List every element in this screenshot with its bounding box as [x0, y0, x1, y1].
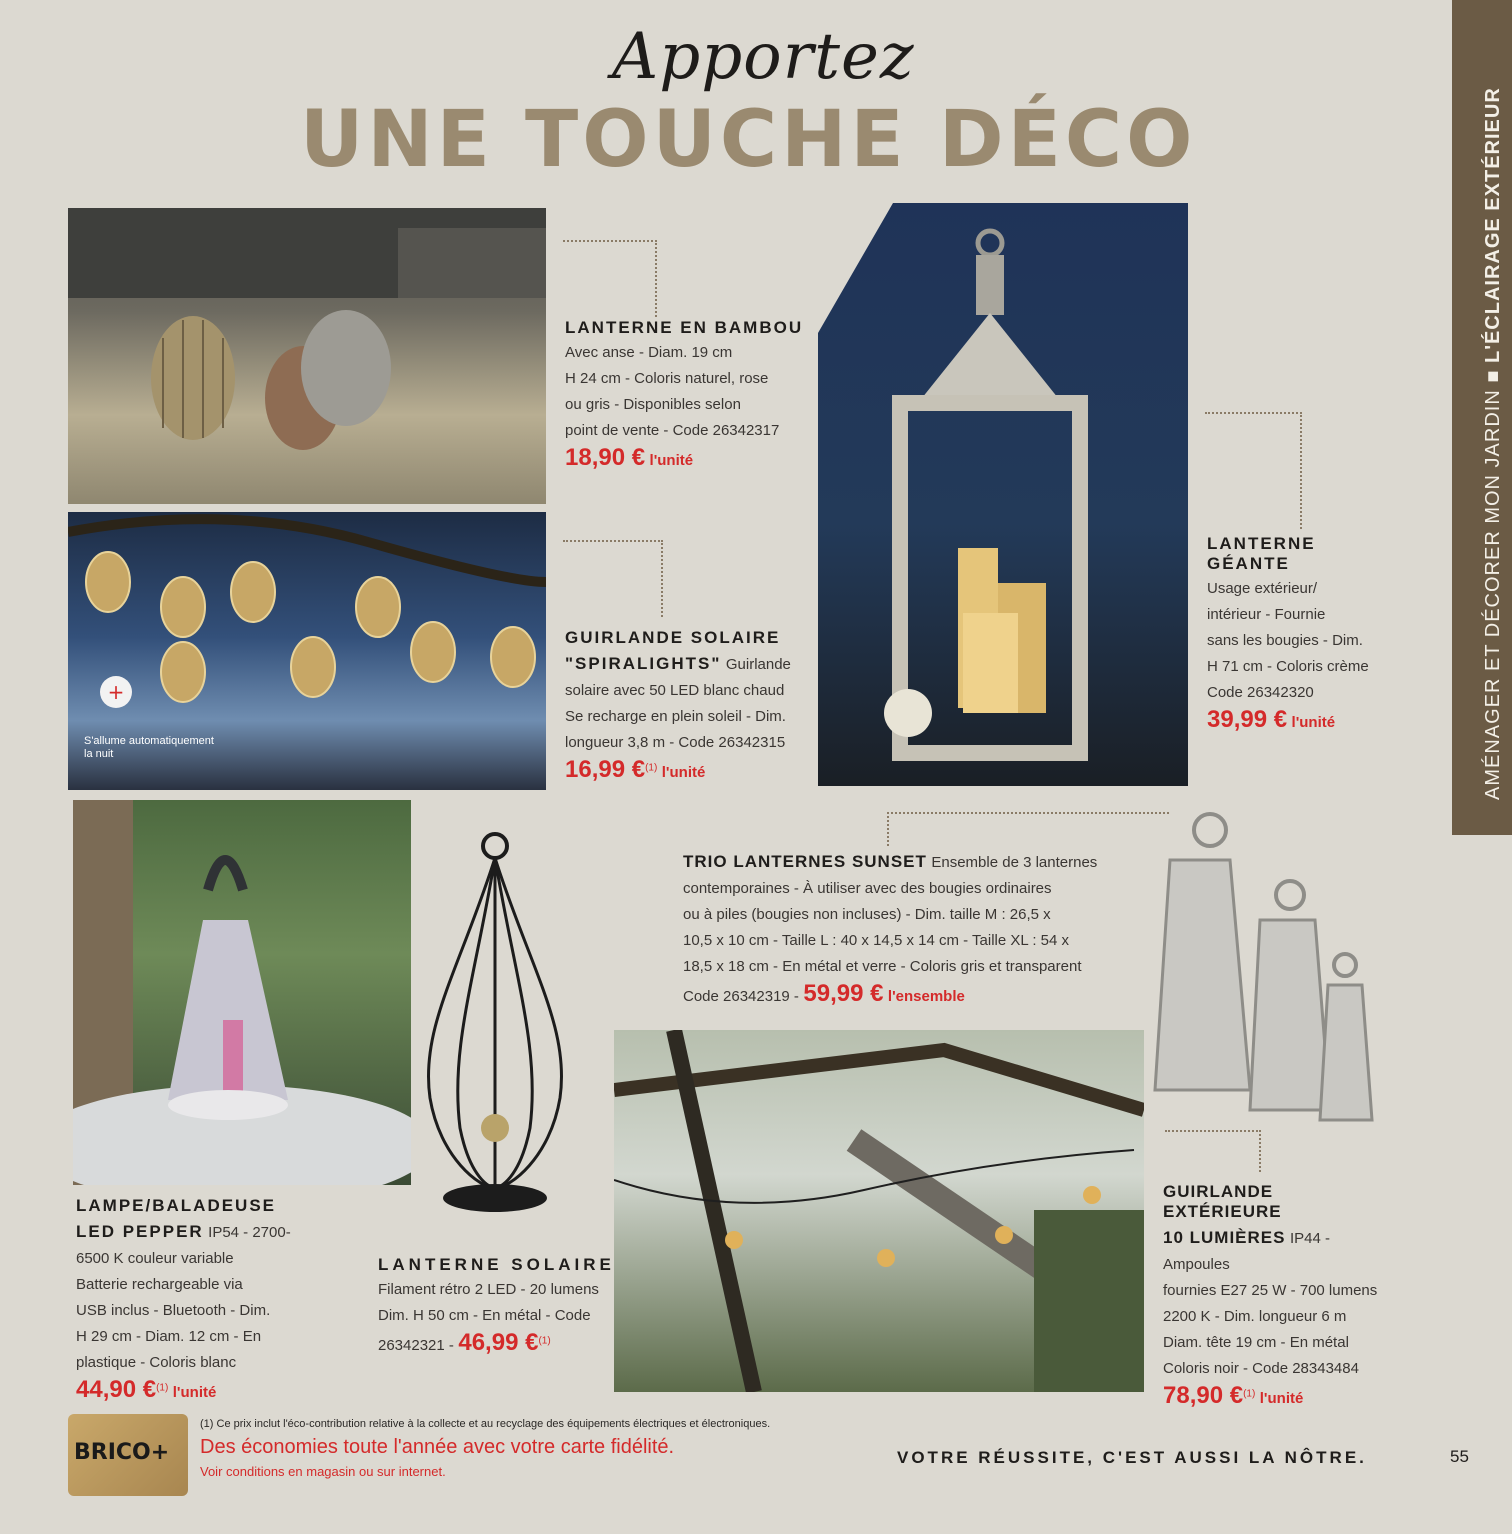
svg-text:+: + [107, 680, 125, 704]
bamboo-lantern-illustration [68, 208, 546, 504]
product-outdoor-garland: GUIRLANDE EXTÉRIEURE 10 LUMIÈRES IP44 - Ampoules fournies E27 25 W - 700 lumens 2200 K - Dim. longueur 6 m Diam. tête 19 cm - En métal Coloris noir - Code 28343484 78,90 €$^{(1)}$ l'unité [1163, 1182, 1388, 1410]
connector-line [563, 540, 663, 617]
product-led-pepper: LAMPE/BALADEUSE LED PEPPER IP54 - 2700- 6500 K couleur variable Batterie rechargeable via USB inclus - Bluetooth - Dim. H 29 cm - Diam. 12 cm - En plastique - Coloris blanc 44,90 €$^{(1)}$ l'unité [76, 1196, 316, 1404]
trio-lanterns-illustration [1150, 790, 1380, 1130]
giant-lantern-photo [818, 203, 1188, 786]
desc-line: IP54 - 2700- [208, 1224, 291, 1241]
product-description [378, 1277, 618, 1329]
connector-line [563, 240, 657, 317]
product-price: 78,90 € [1163, 1382, 1244, 1409]
product-description [76, 1246, 316, 1376]
product-name: LAMPE/BALADEUSE [76, 1196, 277, 1215]
product-price: 59,99 € [803, 980, 884, 1007]
product-name-2: LED PEPPER [76, 1222, 204, 1241]
desc-line: Diam. tête 19 cm - En métal [1163, 1334, 1349, 1351]
page-title: UNE TOUCHE DÉCO [300, 95, 1197, 185]
product-price: 39,99 € [1207, 706, 1288, 733]
connector-line [887, 812, 1169, 846]
desc-line: H 29 cm - Diam. 12 cm - En [76, 1328, 262, 1345]
desc-line: Filament rétro 2 LED - 20 lumens [378, 1281, 599, 1298]
desc-line: Code 26342319 - [683, 988, 799, 1005]
loyalty-conditions: Voir conditions en magasin ou sur internet. [200, 1464, 446, 1479]
product-bamboo [565, 318, 805, 472]
desc-line: Se recharge en plein soleil - Dim. [565, 708, 786, 725]
desc-line: fournies E27 25 W - 700 lumens [1163, 1282, 1378, 1299]
product-giant-lantern [1207, 534, 1397, 734]
section-label [1482, 87, 1505, 800]
giant-lantern-illustration [818, 203, 1188, 786]
desc-line: Ensemble de 3 lanternes [931, 854, 1098, 871]
section-name: AMÉNAGER ET DÉCORER MON JARDIN [1482, 389, 1504, 800]
product-name: GUIRLANDE SOLAIRE [565, 628, 781, 647]
product-price: 16,99 € [565, 756, 646, 783]
desc-line: Code 26342320 [1207, 684, 1314, 701]
eco-contribution-note: (1) Ce prix inclut l'éco-contribution relative à la collecte et au recyclage des équipements électriques et électroniques. [200, 1418, 771, 1430]
product-price: 18,90 € [565, 444, 646, 471]
desc-line: Dim. H 50 cm - En métal - Code [378, 1307, 591, 1324]
solar-lantern-illustration [420, 828, 570, 1238]
desc-line: Usage extérieur/ [1207, 580, 1318, 597]
desc-line: 6500 K couleur variable [76, 1250, 234, 1267]
desc-line: Coloris noir - Code 28343484 [1163, 1360, 1359, 1377]
outdoor-garland-photo [614, 1030, 1144, 1392]
desc-line: plastique - Coloris blanc [76, 1354, 237, 1371]
desc-line: 26342321 - [378, 1337, 454, 1354]
loyalty-promo: Des économies toute l'année avec votre carte fidélité. [200, 1436, 675, 1458]
product-description [565, 678, 810, 756]
product-description [565, 340, 805, 444]
desc-line: 10,5 x 10 cm - Taille L : 40 x 14,5 x 14 cm - Taille XL : 54 x [683, 932, 1070, 949]
connector-line [1165, 1130, 1261, 1172]
price-unit: l'unité [1259, 1390, 1304, 1407]
desc-line: H 24 cm - Coloris naturel, rose [565, 370, 769, 387]
led-pepper-photo [73, 800, 411, 1185]
price-unit: l'unité [172, 1384, 217, 1401]
trio-lanterns-photo [1150, 790, 1380, 1130]
desc-line: contemporaines - À utiliser avec des bougies ordinaires [683, 880, 1052, 897]
desc-line: point de vente - Code 26342317 [565, 422, 780, 439]
page-number: 55 [1450, 1447, 1469, 1466]
desc-line: Batterie rechargeable via [76, 1276, 243, 1293]
desc-line: H 71 cm - Coloris crème [1207, 658, 1369, 675]
outdoor-garland-illustration [614, 1030, 1144, 1392]
desc-line: 2200 K - Dim. longueur 6 m [1163, 1308, 1347, 1325]
desc-line: IP44 - Ampoules [1163, 1230, 1330, 1273]
script-heading: Apportez [612, 20, 915, 94]
product-name: GUIRLANDE EXTÉRIEURE [1163, 1182, 1282, 1221]
product-description [683, 876, 1133, 980]
loyalty-card-logo [68, 1414, 188, 1496]
led-pepper-illustration [73, 800, 411, 1185]
product-name: LANTERNE GÉANTE [1207, 534, 1316, 573]
connector-line [1205, 412, 1302, 529]
price-unit: l'unité [649, 452, 694, 469]
section-band [1452, 0, 1512, 835]
desc-line: sans les bougies - Dim. [1207, 632, 1363, 649]
product-trio-lanterns [683, 850, 1133, 1010]
product-name-2: 10 LUMIÈRES [1163, 1228, 1286, 1247]
price-unit: l'unité [1291, 714, 1336, 731]
product-description [1163, 1278, 1388, 1382]
product-spiralights: GUIRLANDE SOLAIRE "SPIRALIGHTS" Guirlande solaire avec 50 LED blanc chaud Se recharge en plein soleil - Dim. longueur 3,8 m - Code 26342315 16,99 €$^{(1)}$ l'unité [565, 628, 810, 784]
product-name: LANTERNE EN BAMBOU [565, 318, 804, 337]
desc-line: intérieur - Fournie [1207, 606, 1326, 623]
desc-line: 18,5 x 18 cm - En métal et verre - Coloris gris et transparent [683, 958, 1082, 975]
solar-lantern-photo [420, 828, 570, 1238]
product-solar-lantern: LANTERNE SOLAIRE Filament rétro 2 LED - 20 lumens Dim. H 50 cm - En métal - Code 26342321 - 46,99 €$^{(1)}$ [378, 1255, 618, 1359]
price-unit: l'ensemble [887, 988, 965, 1005]
bamboo-lantern-photo [68, 208, 546, 504]
auto-on-badge: S'allume automatiquement la nuit [84, 735, 214, 760]
product-price: 46,99 € [458, 1329, 539, 1356]
section-separator: ■ [1482, 369, 1504, 383]
product-name: TRIO LANTERNES SUNSET [683, 852, 927, 871]
desc-line: Avec anse - Diam. 19 cm [565, 344, 733, 361]
desc-line: ou gris - Disponibles selon [565, 396, 741, 413]
desc-line: USB inclus - Bluetooth - Dim. [76, 1302, 271, 1319]
card-label: BRICO+ [74, 1440, 170, 1465]
footer-slogan: VOTRE RÉUSSITE, C'EST AUSSI LA NÔTRE. [897, 1448, 1367, 1467]
spiralights-photo [68, 512, 546, 790]
product-name-2: "SPIRALIGHTS" [565, 654, 722, 673]
product-description [1207, 576, 1397, 706]
desc-line: ou à piles (bougies non incluses) - Dim. taille M : 26,5 x [683, 906, 1051, 923]
product-name: LANTERNE SOLAIRE [378, 1255, 615, 1274]
subsection-name: L'ÉCLAIRAGE EXTÉRIEUR [1482, 87, 1504, 363]
product-price: 44,90 € [76, 1376, 157, 1403]
desc-line: solaire avec 50 LED blanc chaud [565, 682, 785, 699]
price-unit: l'unité [661, 764, 706, 781]
desc-line: Guirlande [725, 656, 791, 673]
desc-line: longueur 3,8 m - Code 26342315 [565, 734, 786, 751]
